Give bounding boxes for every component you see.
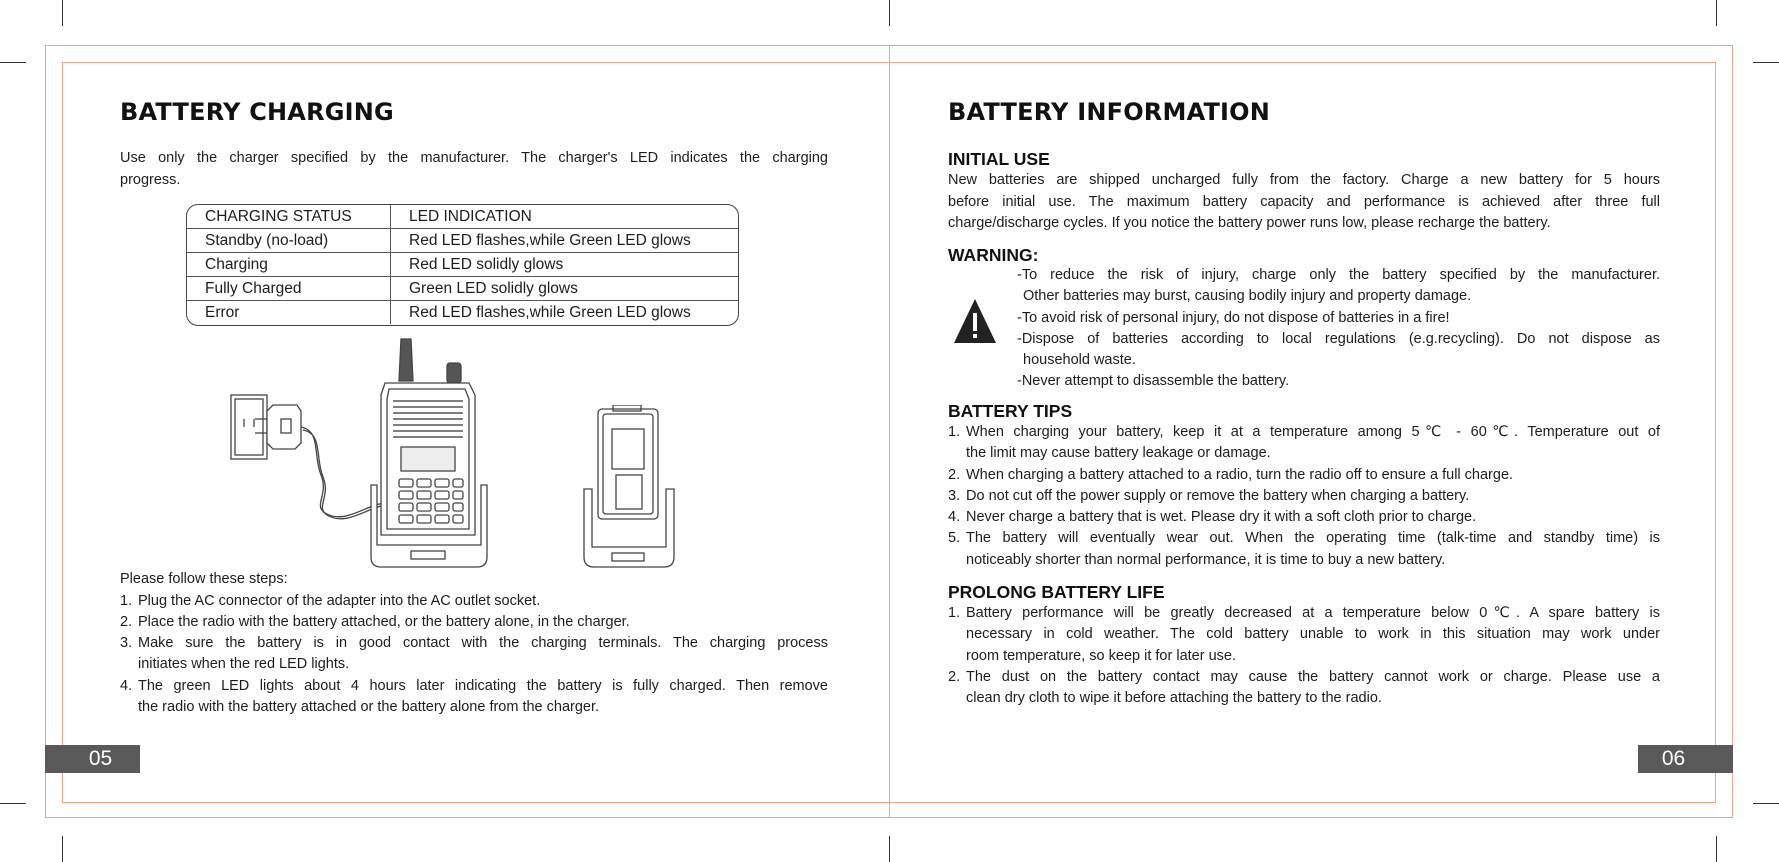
list-text: The green LED lights about 4 hours later indicating the battery is fully charged. Then remove xyxy=(138,677,828,694)
list-item xyxy=(948,465,1660,486)
list-text: When charging a battery attached to a radio, turn the radio off to ensure a full charge. xyxy=(966,466,1514,483)
table-cell: Fully Charged xyxy=(187,277,391,301)
list-text: Place the radio with the battery attached, or the battery alone, in the charger. xyxy=(138,613,630,630)
page-fold-line xyxy=(889,45,890,818)
crop-mark xyxy=(889,0,890,26)
crop-mark xyxy=(62,836,63,862)
list-item xyxy=(948,603,1660,667)
table-header-row xyxy=(187,205,738,229)
paragraph-line: New batteries are shipped uncharged fully from the factory. Charge a new battery for 5 hours xyxy=(948,172,1660,188)
section-heading: PROLONG BATTERY LIFE xyxy=(948,582,1165,602)
page-title-left: BATTERY CHARGING xyxy=(120,98,394,126)
warning-line: -Dispose of batteries according to local regulations (e.g.recycling). Do not dispose as xyxy=(1017,330,1660,347)
prolong-battery-life-section xyxy=(948,582,1660,709)
list-item xyxy=(948,486,1660,507)
tips-list xyxy=(948,422,1660,571)
paragraph-line: before initial use. The maximum battery capacity and performance is achieved after three full xyxy=(948,193,1660,210)
warning-line: Other batteries may burst, causing bodily injury and property damage. xyxy=(1023,288,1472,305)
list-number: 1. xyxy=(948,424,961,440)
paragraph-line: charge/discharge cycles. If you notice the battery power runs low, please recharge the battery. xyxy=(948,215,1551,231)
table-row xyxy=(187,253,738,277)
table-cell: Green LED solidly glows xyxy=(391,277,739,301)
table-header: CHARGING STATUS xyxy=(187,205,391,229)
list-text: Battery performance will be greatly decreased at a temperature below 0℃. A spare battery is xyxy=(966,605,1660,621)
crop-mark xyxy=(0,62,26,63)
table-cell: Standby (no-load) xyxy=(187,229,391,253)
table-cell: Red LED flashes,while Green LED glows xyxy=(391,229,739,253)
section-heading: BATTERY TIPS xyxy=(948,401,1073,421)
list-text: necessary in cold weather. The cold battery unable to work in this situation may work under xyxy=(966,626,1660,643)
led-indication-table xyxy=(186,204,739,326)
list-text: initiates when the red LED lights. xyxy=(138,656,350,673)
table-header: LED INDICATION xyxy=(391,205,739,229)
table-cell: Red LED flashes,while Green LED glows xyxy=(409,303,691,321)
list-text: clean dry cloth to wipe it before attaching the battery to the radio. xyxy=(966,690,1382,707)
prolong-list xyxy=(948,603,1660,709)
table-cell: Red LED solidly glows xyxy=(391,253,739,277)
radio-charger-illustration xyxy=(225,335,500,570)
list-item xyxy=(948,667,1660,710)
list-item xyxy=(120,591,828,612)
list-text: The dust on the battery contact may cause the battery cannot work or charge. Please use a xyxy=(966,668,1660,685)
list-number: 2. xyxy=(948,466,961,483)
steps-intro: Please follow these steps: xyxy=(120,571,288,587)
page-title-right: BATTERY INFORMATION xyxy=(948,98,1271,126)
list-number: 2. xyxy=(948,668,961,685)
list-number: 1. xyxy=(120,592,133,609)
page-number-left: 05 xyxy=(45,745,140,773)
crop-mark xyxy=(1753,62,1779,63)
charging-steps xyxy=(120,569,828,718)
list-text: When charging your battery, keep it at a temperature among 5℃ - 60℃. Temperature out of xyxy=(966,424,1660,440)
initial-use-section xyxy=(948,149,1660,235)
list-item xyxy=(948,422,1660,465)
crop-mark xyxy=(1753,803,1779,804)
list-text: the radio with the battery attached or the battery alone from the charger. xyxy=(138,698,600,715)
crop-mark xyxy=(1716,836,1717,862)
table-row xyxy=(187,277,738,301)
intro-line: progress. xyxy=(120,171,181,188)
table-row xyxy=(187,301,738,325)
list-number: 3. xyxy=(120,635,133,652)
warning-line: -To avoid risk of personal injury, do not dispose of batteries in a fire! xyxy=(1017,309,1450,326)
crop-mark xyxy=(62,0,63,26)
page-number-right: 06 xyxy=(1638,745,1733,773)
crop-mark xyxy=(1716,0,1717,26)
list-number: 4. xyxy=(948,509,961,526)
warning-line: -Never attempt to disassemble the battery. xyxy=(1017,373,1290,390)
list-text: room temperature, so keep it for later use. xyxy=(966,647,1236,664)
warning-line: -To reduce the risk of injury, charge only the battery specified by the manufacturer. xyxy=(1017,267,1660,283)
list-number: 1. xyxy=(948,605,961,621)
warning-triangle-icon xyxy=(952,297,998,345)
battery-charger-illustration xyxy=(580,405,680,570)
list-text: noticeably shorter than normal performance, it is time to buy a new battery. xyxy=(966,551,1446,568)
table-cell: Error xyxy=(187,301,391,325)
list-text: Make sure the battery is in good contact with the charging terminals. The charging process xyxy=(138,635,828,652)
list-item xyxy=(948,507,1660,528)
list-text: Never charge a battery that is wet. Please dry it with a soft cloth prior to charge. xyxy=(966,509,1477,526)
crop-mark xyxy=(889,836,890,862)
battery-tips-section xyxy=(948,401,1660,571)
list-item xyxy=(120,633,828,676)
table-row xyxy=(187,229,738,253)
crop-mark xyxy=(0,803,26,804)
list-number: 5. xyxy=(948,530,961,547)
list-item xyxy=(948,528,1660,571)
steps-list xyxy=(120,591,828,719)
list-number: 3. xyxy=(948,487,961,504)
list-number: 2. xyxy=(120,613,133,630)
list-text: the limit may cause battery leakage or damage. xyxy=(966,445,1271,462)
section-heading: INITIAL USE xyxy=(948,149,1050,169)
list-number: 4. xyxy=(120,677,133,694)
list-text: Plug the AC connector of the adapter into the AC outlet socket. xyxy=(138,592,541,609)
table-cell: Charging xyxy=(187,253,391,277)
warning-section xyxy=(948,245,1660,390)
list-text: Do not cut off the power supply or remove the battery when charging a battery. xyxy=(966,487,1470,504)
list-text: The battery will eventually wear out. When the operating time (talk-time and standby time) is xyxy=(966,530,1660,547)
list-item xyxy=(120,612,828,633)
intro-paragraph xyxy=(120,148,828,191)
intro-line: Use only the charger specified by the manufacturer. The charger's LED indicates the charging xyxy=(120,150,828,166)
warning-line: household waste. xyxy=(1023,352,1136,369)
section-heading: WARNING: xyxy=(948,245,1039,265)
list-item xyxy=(120,676,828,719)
